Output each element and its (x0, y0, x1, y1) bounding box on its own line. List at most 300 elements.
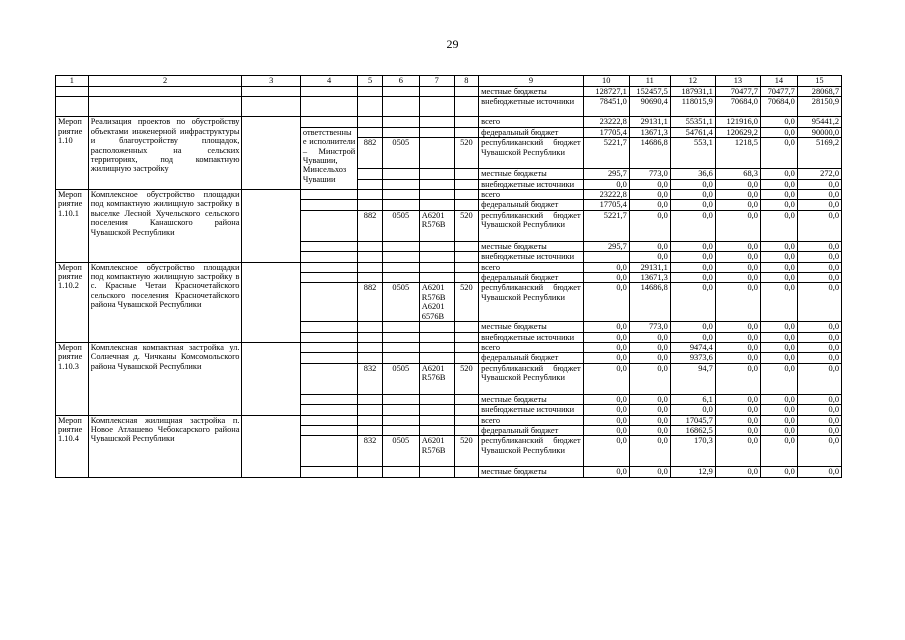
amount: 0,0 (760, 283, 797, 322)
amount: 0,0 (797, 322, 841, 332)
amount: 5169,2 (797, 138, 841, 169)
amount: 0,0 (629, 179, 670, 189)
amount: 0,0 (760, 415, 797, 425)
budget-row (56, 262, 842, 272)
amount: 0,0 (797, 353, 841, 363)
empty-cell (358, 405, 383, 415)
amount: 0,0 (629, 190, 670, 200)
amount: 272,0 (797, 169, 841, 179)
amount: 773,0 (629, 322, 670, 332)
empty-cell (454, 97, 479, 117)
empty-cell (419, 87, 454, 97)
amount: 14686,8 (629, 283, 670, 322)
amount: 0,0 (583, 342, 629, 352)
empty-cell (382, 252, 419, 262)
column-number: 2 (88, 76, 242, 87)
empty-cell (300, 467, 357, 477)
amount: 0,0 (629, 332, 670, 342)
amount: 1218,5 (715, 138, 760, 169)
amount: 0,0 (760, 322, 797, 332)
empty-cell (300, 322, 357, 332)
amount: 0,0 (715, 262, 760, 272)
amount: 94,7 (670, 363, 715, 394)
empty-cell (419, 241, 454, 251)
column-numbers-row (56, 76, 842, 87)
amount: 0,0 (583, 467, 629, 477)
amount: 0,0 (760, 262, 797, 272)
amount: 6,1 (670, 394, 715, 404)
column-number: 12 (670, 76, 715, 87)
amount: 0,0 (629, 394, 670, 404)
column-number: 4 (300, 76, 357, 87)
amount: 9474,4 (670, 342, 715, 352)
amount: 0,0 (797, 262, 841, 272)
amount: 152457,5 (629, 87, 670, 97)
empty-cell (454, 332, 479, 342)
empty-cell (358, 87, 383, 97)
funding-source: местные бюджеты (479, 169, 584, 179)
vr-code: 520 (454, 436, 479, 467)
empty-cell (454, 394, 479, 404)
empty-cell (300, 97, 357, 117)
rzpr-code: 0505 (382, 283, 419, 322)
budget-row (56, 415, 842, 425)
amount: 17705,4 (583, 127, 629, 137)
rzpr-code: 0505 (382, 436, 419, 467)
empty-cell (419, 425, 454, 435)
empty-cell (419, 405, 454, 415)
empty-cell (358, 342, 383, 352)
amount: 0,0 (715, 467, 760, 477)
grbs-code: 882 (358, 210, 383, 241)
empty-cell (382, 169, 419, 179)
empty-cell (419, 322, 454, 332)
amount: 0,0 (797, 200, 841, 210)
funding-source: внебюджетные источники (479, 405, 584, 415)
amount: 78451,0 (583, 97, 629, 117)
csr-code: А6201 R576В А6201 6576В (419, 283, 454, 322)
amount: 0,0 (797, 415, 841, 425)
amount: 0,0 (797, 467, 841, 477)
funding-source: местные бюджеты (479, 394, 584, 404)
amount: 0,0 (760, 241, 797, 251)
amount: 0,0 (760, 117, 797, 127)
amount: 13671,3 (629, 127, 670, 137)
amount: 0,0 (715, 415, 760, 425)
amount: 0,0 (629, 363, 670, 394)
empty-cell (358, 179, 383, 189)
amount: 70477,7 (715, 87, 760, 97)
amount: 170,3 (670, 436, 715, 467)
amount: 0,0 (760, 353, 797, 363)
amount: 14686,8 (629, 138, 670, 169)
funding-source: федеральный бюджет (479, 425, 584, 435)
funding-source: всего (479, 190, 584, 200)
empty-cell (454, 415, 479, 425)
amount: 0,0 (760, 179, 797, 189)
amount: 0,0 (760, 200, 797, 210)
funding-source: внебюджетные источники (479, 179, 584, 189)
csr-code: А6201 R576В (419, 210, 454, 241)
empty-cell (382, 394, 419, 404)
amount: 0,0 (629, 241, 670, 251)
vr-code: 520 (454, 283, 479, 322)
empty-cell (358, 467, 383, 477)
funding-source: федеральный бюджет (479, 353, 584, 363)
grbs-code: 832 (358, 436, 383, 467)
column-number: 3 (242, 76, 300, 87)
column-number: 8 (454, 76, 479, 87)
amount: 0,0 (629, 436, 670, 467)
empty-cell (56, 97, 89, 117)
column-number: 9 (479, 76, 584, 87)
grbs-code: 882 (358, 283, 383, 322)
empty-cell (382, 241, 419, 251)
amount: 36,6 (670, 169, 715, 179)
empty-cell (300, 332, 357, 342)
amount: 0,0 (583, 262, 629, 272)
amount: 0,0 (715, 200, 760, 210)
amount: 17045,7 (670, 415, 715, 425)
amount: 773,0 (629, 169, 670, 179)
continuation-row (56, 97, 842, 117)
empty-cell (358, 200, 383, 210)
empty-cell (56, 87, 89, 97)
activity-code: Мероприятие 1.10.3 (56, 342, 89, 415)
amount: 70684,0 (760, 97, 797, 117)
amount: 0,0 (760, 467, 797, 477)
funding-source: местные бюджеты (479, 467, 584, 477)
empty-cell (382, 200, 419, 210)
empty-cell (419, 332, 454, 342)
empty-cell (454, 117, 479, 127)
amount: 0,0 (797, 425, 841, 435)
empty-cell (242, 342, 300, 415)
empty-cell (300, 200, 357, 210)
funding-source: республиканский бюджет Чувашской Республики (479, 436, 584, 467)
empty-cell (88, 87, 242, 97)
empty-cell (382, 190, 419, 200)
amount: 29131,1 (629, 117, 670, 127)
rzpr-code: 0505 (382, 363, 419, 394)
empty-cell (300, 210, 357, 241)
empty-cell (419, 353, 454, 363)
amount: 0,0 (760, 127, 797, 137)
empty-cell (88, 97, 242, 117)
amount: 0,0 (760, 436, 797, 467)
amount: 0,0 (670, 283, 715, 322)
activity-code: Мероприятие 1.10.4 (56, 415, 89, 477)
amount: 0,0 (629, 467, 670, 477)
amount: 0,0 (797, 342, 841, 352)
amount: 0,0 (583, 353, 629, 363)
amount: 0,0 (670, 405, 715, 415)
amount: 0,0 (760, 190, 797, 200)
amount: 0,0 (760, 210, 797, 241)
amount: 0,0 (715, 405, 760, 415)
empty-cell (382, 342, 419, 352)
amount: 16862,5 (670, 425, 715, 435)
amount: 0,0 (715, 210, 760, 241)
csr-code: А6201 R576В (419, 363, 454, 394)
column-number: 15 (797, 76, 841, 87)
empty-cell (382, 353, 419, 363)
empty-cell (242, 190, 300, 263)
amount: 0,0 (760, 273, 797, 283)
funding-source: внебюджетные источники (479, 97, 584, 117)
empty-cell (454, 200, 479, 210)
column-number: 10 (583, 76, 629, 87)
empty-cell (419, 273, 454, 283)
amount: 0,0 (715, 179, 760, 189)
empty-cell (419, 200, 454, 210)
empty-cell (454, 273, 479, 283)
amount: 0,0 (797, 190, 841, 200)
amount: 28068,7 (797, 87, 841, 97)
grbs-code: 832 (358, 363, 383, 394)
activity-code: Мероприятие 1.10.1 (56, 190, 89, 263)
amount: 12,9 (670, 467, 715, 477)
empty-cell (300, 262, 357, 272)
funding-source: федеральный бюджет (479, 200, 584, 210)
amount: 0,0 (760, 363, 797, 394)
funding-source: республиканский бюджет Чувашской Республики (479, 210, 584, 241)
empty-cell (419, 342, 454, 352)
amount: 0,0 (715, 332, 760, 342)
funding-source: федеральный бюджет (479, 127, 584, 137)
amount: 0,0 (629, 210, 670, 241)
amount: 187931,1 (670, 87, 715, 97)
csr-code (419, 138, 454, 169)
empty-cell (300, 342, 357, 352)
empty-cell (358, 332, 383, 342)
funding-source: республиканский бюджет Чувашской Республики (479, 283, 584, 322)
empty-cell (300, 273, 357, 283)
amount: 70477,7 (760, 87, 797, 97)
rzpr-code: 0505 (382, 210, 419, 241)
amount: 0,0 (760, 342, 797, 352)
amount: 90690,4 (629, 97, 670, 117)
vr-code: 520 (454, 210, 479, 241)
amount: 0,0 (797, 179, 841, 189)
page-number: 29 (446, 37, 459, 51)
amount: 0,0 (797, 273, 841, 283)
empty-cell (300, 353, 357, 363)
empty-cell (358, 262, 383, 272)
empty-cell (419, 252, 454, 262)
funding-source: внебюджетные источники (479, 332, 584, 342)
empty-cell (358, 425, 383, 435)
empty-cell (419, 467, 454, 477)
empty-cell (419, 127, 454, 137)
empty-cell (358, 169, 383, 179)
amount: 0,0 (797, 241, 841, 251)
amount: 68,3 (715, 169, 760, 179)
amount: 0,0 (797, 332, 841, 342)
column-number: 13 (715, 76, 760, 87)
vr-code: 520 (454, 138, 479, 169)
amount: 0,0 (583, 322, 629, 332)
amount: 0,0 (797, 436, 841, 467)
empty-cell (382, 322, 419, 332)
funding-source: всего (479, 262, 584, 272)
amount: 0,0 (670, 252, 715, 262)
amount: 95441,2 (797, 117, 841, 127)
empty-cell (382, 425, 419, 435)
amount: 0,0 (715, 425, 760, 435)
empty-cell (358, 252, 383, 262)
empty-cell (382, 332, 419, 342)
amount: 0,0 (715, 322, 760, 332)
activity-name: Комплексная компактная застройка ул. Солнечная д. Чичканы Комсомольского района Чувашской Республики (88, 342, 242, 415)
amount: 0,0 (629, 415, 670, 425)
empty-cell (382, 273, 419, 283)
empty-cell (454, 262, 479, 272)
amount: 0,0 (583, 179, 629, 189)
amount: 0,0 (670, 322, 715, 332)
amount: 0,0 (629, 353, 670, 363)
amount: 0,0 (629, 200, 670, 210)
amount: 13671,3 (629, 273, 670, 283)
column-number: 7 (419, 76, 454, 87)
amount: 0,0 (715, 342, 760, 352)
empty-cell (300, 425, 357, 435)
column-number: 1 (56, 76, 89, 87)
amount: 120629,2 (715, 127, 760, 137)
empty-cell (300, 363, 357, 394)
csr-code: А6201 R576В (419, 436, 454, 467)
empty-cell (300, 394, 357, 404)
empty-cell (300, 405, 357, 415)
amount: 0,0 (797, 394, 841, 404)
column-number: 5 (358, 76, 383, 87)
empty-cell (382, 127, 419, 137)
amount: 0,0 (583, 273, 629, 283)
empty-cell (242, 117, 300, 190)
vr-code: 520 (454, 363, 479, 394)
empty-cell (358, 273, 383, 283)
amount: 128727,1 (583, 87, 629, 97)
amount: 0,0 (715, 436, 760, 467)
activity-name: Комплексное обустройство площадки под компактную жилищную застройку в с. Красные Четаи Красночетайского сельского поселения Красночетайского района Чувашской Республики (88, 262, 242, 342)
empty-cell (454, 169, 479, 179)
amount: 0,0 (797, 405, 841, 415)
empty-cell (358, 97, 383, 117)
amount: 0,0 (760, 138, 797, 169)
activity-name: Комплексная жилищная застройка п. Новое Атлашево Чебоксарского района Чувашской Республики (88, 415, 242, 477)
empty-cell (382, 262, 419, 272)
amount: 0,0 (583, 283, 629, 322)
empty-cell (454, 342, 479, 352)
amount: 0,0 (583, 425, 629, 435)
amount: 0,0 (629, 405, 670, 415)
amount: 0,0 (760, 425, 797, 435)
funding-source: республиканский бюджет Чувашской Республики (479, 138, 584, 169)
column-number: 11 (629, 76, 670, 87)
empty-cell (382, 415, 419, 425)
amount: 0,0 (670, 262, 715, 272)
empty-cell (419, 262, 454, 272)
activity-name: Реализация проектов по обустройству объектами инженерной инфраструктуры и благоустройству площадок, расположенных на сельских территориях, под компактную жилищную застройку (88, 117, 242, 190)
amount: 553,1 (670, 138, 715, 169)
amount: 0,0 (715, 353, 760, 363)
amount: 54761,4 (670, 127, 715, 137)
amount: 23222,8 (583, 190, 629, 200)
empty-cell (382, 467, 419, 477)
empty-cell (419, 415, 454, 425)
amount: 0,0 (629, 425, 670, 435)
empty-cell (242, 262, 300, 342)
empty-cell (358, 117, 383, 127)
amount: 0,0 (760, 252, 797, 262)
empty-cell (300, 436, 357, 467)
amount: 0,0 (670, 200, 715, 210)
funding-source: всего (479, 342, 584, 352)
empty-cell (300, 190, 357, 200)
empty-cell (358, 241, 383, 251)
empty-cell (242, 87, 300, 97)
empty-cell (454, 127, 479, 137)
empty-cell (454, 467, 479, 477)
empty-cell (300, 117, 357, 127)
amount: 121916,0 (715, 117, 760, 127)
amount: 0,0 (670, 210, 715, 241)
empty-cell (454, 353, 479, 363)
amount: 0,0 (760, 405, 797, 415)
column-number: 6 (382, 76, 419, 87)
empty-cell (454, 322, 479, 332)
empty-cell (454, 405, 479, 415)
empty-cell (454, 179, 479, 189)
empty-cell (358, 415, 383, 425)
amount: 0,0 (797, 283, 841, 322)
empty-cell (454, 190, 479, 200)
amount: 0,0 (760, 332, 797, 342)
amount: 295,7 (583, 169, 629, 179)
amount: 0,0 (670, 332, 715, 342)
amount: 28150,9 (797, 97, 841, 117)
empty-cell (242, 97, 300, 117)
empty-cell (454, 425, 479, 435)
funding-source: местные бюджеты (479, 87, 584, 97)
amount: 0,0 (715, 283, 760, 322)
empty-cell (242, 415, 300, 477)
budget-row (56, 190, 842, 200)
amount: 0,0 (797, 210, 841, 241)
activity-code: Мероприятие 1.10 (56, 117, 89, 190)
funding-source: всего (479, 117, 584, 127)
empty-cell (454, 87, 479, 97)
empty-cell (382, 97, 419, 117)
amount: 0,0 (583, 415, 629, 425)
amount: 0,0 (670, 241, 715, 251)
amount: 295,7 (583, 241, 629, 251)
funding-source: федеральный бюджет (479, 273, 584, 283)
empty-cell (419, 190, 454, 200)
amount: 0,0 (670, 179, 715, 189)
empty-cell (382, 405, 419, 415)
amount: 17705,4 (583, 200, 629, 210)
funding-source: всего (479, 415, 584, 425)
empty-cell (454, 252, 479, 262)
empty-cell (382, 117, 419, 127)
empty-cell (454, 241, 479, 251)
amount: 0,0 (715, 363, 760, 394)
empty-cell (419, 394, 454, 404)
budget-row (56, 342, 842, 352)
column-number: 14 (760, 76, 797, 87)
grbs-code: 882 (358, 138, 383, 169)
